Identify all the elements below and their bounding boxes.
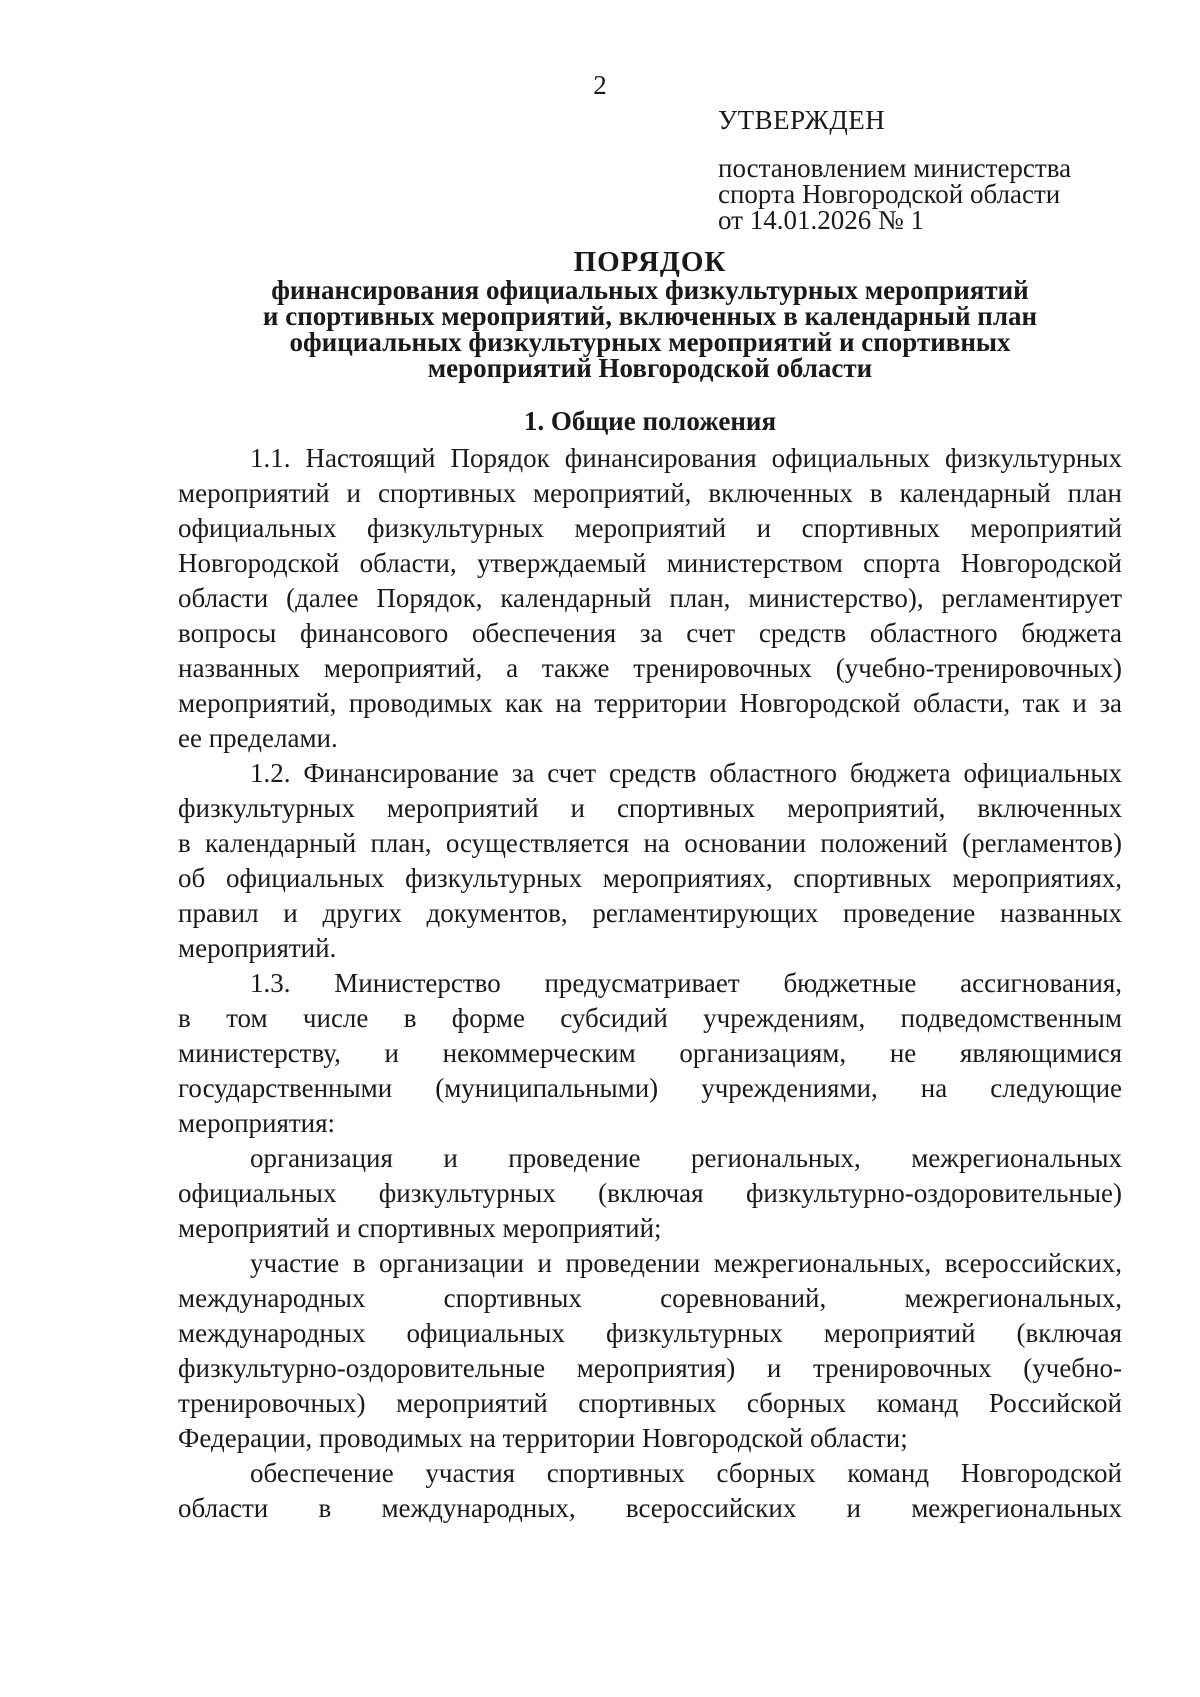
document-body xyxy=(178,441,1122,1526)
subtitle-line: мероприятий Новгородской области xyxy=(427,353,873,383)
approval-basis-line: от 14.01.2026 № 1 xyxy=(718,205,924,235)
subtitle-line: официальных физкультурных мероприятий и спортивных xyxy=(289,327,1011,357)
paragraph-line: обеспечение участия спортивных сборных команд Новгородской xyxy=(250,1458,1122,1488)
paragraph-line: мероприятия: xyxy=(178,1108,336,1138)
paragraph-line: Федерации, проводимых на территории Новгородской области; xyxy=(178,1423,908,1453)
paragraph-line: названных мероприятий, а также тренировочных (учебно-тренировочных) xyxy=(178,653,1122,683)
section-heading: 1. Общие положения xyxy=(523,406,777,436)
approval-basis xyxy=(718,155,1138,233)
paragraph-line: официальных физкультурных мероприятий и спортивных мероприятий xyxy=(178,513,1122,543)
paragraph xyxy=(178,756,1122,966)
paragraph-line: вопросы финансового обеспечения за счет средств областного бюджета xyxy=(178,618,1122,648)
paragraph-line: 1.1. Настоящий Порядок финансирования официальных физкультурных xyxy=(250,443,1122,473)
document-title-block xyxy=(178,247,1122,381)
paragraph-line: в календарный план, осуществляется на основании положений (регламентов) xyxy=(178,828,1122,858)
paragraph-line: мероприятий, проводимых как на территории Новгородской области, так и за xyxy=(178,688,1122,718)
paragraph-line: государственными (муниципальными) учреждениями, на следующие xyxy=(178,1073,1122,1103)
paragraph-line: 1.3. Министерство предусматривает бюджетные ассигнования, xyxy=(250,968,1122,998)
paragraph-line: международных официальных физкультурных мероприятий (включая xyxy=(178,1318,1122,1348)
subtitle-line: и спортивных мероприятий, включенных в календарный план xyxy=(262,301,1038,331)
paragraph-line: области в международных, всероссийских и межрегиональных xyxy=(178,1493,1122,1523)
paragraph-line: в том числе в форме субсидий учреждениям, подведомственным xyxy=(178,1003,1122,1033)
paragraph-line: организация и проведение региональных, межрегиональных xyxy=(250,1143,1122,1173)
document-title: ПОРЯДОК xyxy=(573,246,727,278)
paragraph-line: мероприятий. xyxy=(178,933,337,963)
page-number: 2 xyxy=(593,70,607,100)
approval-basis-line: спорта Новгородской области xyxy=(718,179,1061,209)
paragraph-line: официальных физкультурных (включая физкультурно-оздоровительные) xyxy=(178,1178,1122,1208)
paragraph xyxy=(178,1141,1122,1246)
paragraph xyxy=(178,1456,1122,1526)
subtitle-line: финансирования официальных физкультурных мероприятий xyxy=(271,275,1029,305)
paragraph xyxy=(178,1246,1122,1456)
paragraph-line: физкультурно-оздоровительные мероприятия) и тренировочных (учебно- xyxy=(178,1353,1122,1383)
paragraph-line: мероприятий и спортивных мероприятий, включенных в календарный план xyxy=(178,478,1122,508)
paragraph-line: об официальных физкультурных мероприятиях, спортивных мероприятиях, xyxy=(178,863,1122,893)
paragraph-line: международных спортивных соревнований, межрегиональных, xyxy=(178,1283,1122,1313)
paragraph xyxy=(178,966,1122,1141)
paragraph-line: области (далее Порядок, календарный план, министерство), регламентирует xyxy=(178,583,1122,613)
paragraph-line: участие в организации и проведении межрегиональных, всероссийских, xyxy=(250,1248,1122,1278)
paragraph-line: 1.2. Финансирование за счет средств областного бюджета официальных xyxy=(250,758,1122,788)
paragraph-line: физкультурных мероприятий и спортивных мероприятий, включенных xyxy=(178,793,1122,823)
paragraph-line: правил и других документов, регламентирующих проведение названных xyxy=(178,898,1122,928)
approval-heading: УТВЕРЖДЕН xyxy=(718,105,886,135)
paragraph-line: мероприятий и спортивных мероприятий; xyxy=(178,1213,662,1243)
approval-basis-line: постановлением министерства xyxy=(718,153,1072,183)
paragraph-line: ее пределами. xyxy=(178,723,338,753)
paragraph xyxy=(178,441,1122,756)
paragraph-line: министерству, и некоммерческим организациям, не являющимися xyxy=(178,1038,1122,1068)
approval-stamp-block xyxy=(718,104,1138,233)
document-subtitle xyxy=(178,277,1122,381)
paragraph-line: Новгородской области, утверждаемый министерством спорта Новгородской xyxy=(178,548,1122,578)
paragraph-line: тренировочных) мероприятий спортивных сборных команд Российской xyxy=(178,1388,1122,1418)
